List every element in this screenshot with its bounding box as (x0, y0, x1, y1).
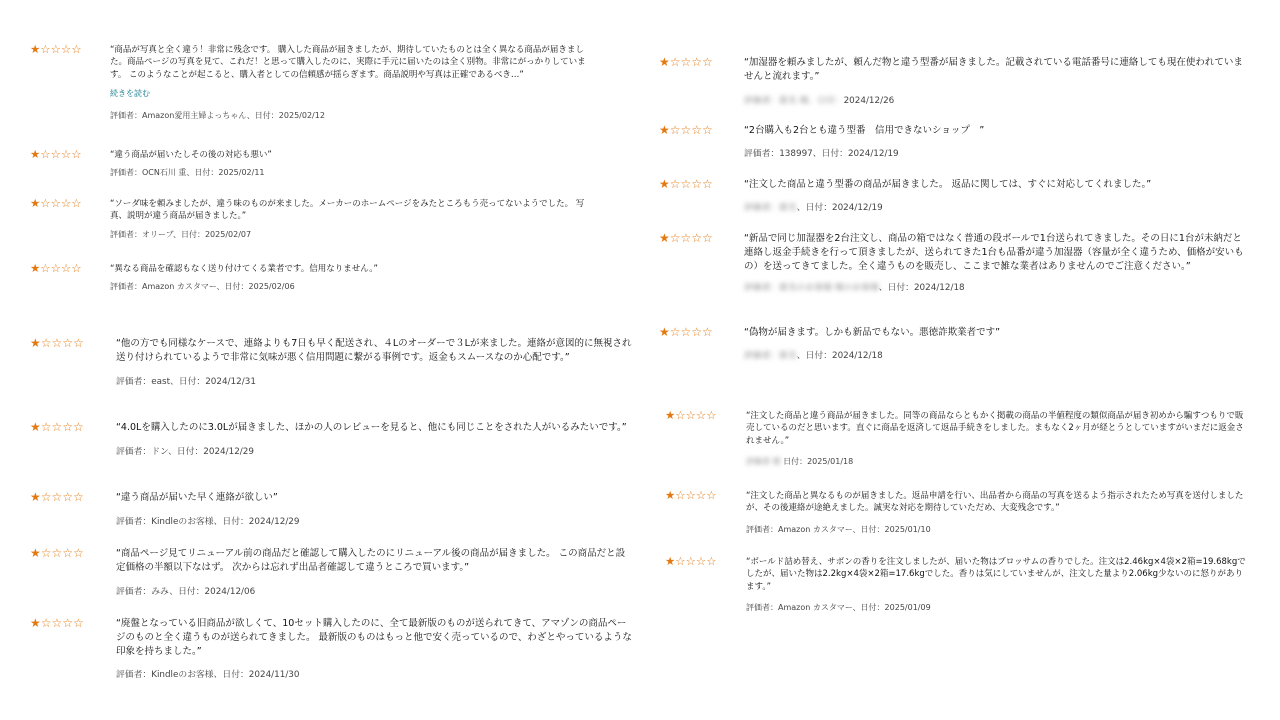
review-meta: 評価者：みみ、日付：2024/12/06 (116, 586, 256, 597)
reviewer-name-redacted: 評価者：匿名 (744, 350, 797, 361)
review-meta (744, 348, 1249, 361)
review-meta: 評価者：Amazon カスタマー、日付：2025/01/10 (746, 524, 931, 534)
review-meta: 評価者：Kindleのお客様、日付：2024/11/30 (116, 670, 300, 681)
review-date: 、日付：2024/12/18 (796, 350, 883, 361)
review-text: “加湿器を頼みましたが、頼んだ物と違う型番が届きました。記載されている電話番号に連絡しても現在使われていませんと流れます。” (744, 57, 1243, 82)
review-meta: 評価者：ドン、日付：2024/12/29 (116, 446, 254, 457)
review-text: “新品で同じ加湿器を2台注文し、商品の箱ではなく普通の段ボールで1台送られてきました。その日に1台が未納だと連絡し返金手続きを行って頂きましたが、送られてきた1台も品番が違う加湿器（容量が全く違うため、価格が安いもの）を送ってきてました。全く違うものを販売し、ここまで雑な業者はありませんのでご注意ください。” (744, 233, 1244, 272)
reviewer-name-redacted: 評価者 様 (746, 456, 781, 466)
reviewer-name-redacted: 評価者：匿名のお客様 様のお客様 (744, 283, 879, 294)
review-text: “注文した商品と異なるものが届きました。返品申請を行い、出品者から商品の写真を送るよう指示されたため写真を送付しましたが、その後連絡が途絶えました。誠実な対応を期待していただめ、大変残念です。” (746, 491, 1244, 514)
review-meta (746, 456, 1251, 467)
star-rating: ★☆☆☆☆ (30, 147, 82, 161)
star-rating: ★☆☆☆☆ (659, 177, 713, 191)
review-text: “異なる商品を確認もなく送り付けてくる業者です。信用なりません。” (110, 264, 378, 274)
review-text: “違う商品が届いた早く連絡が欲しい” (116, 492, 278, 503)
star-rating: ★☆☆☆☆ (30, 42, 82, 56)
review-meta: 評価者：Kindleのお客様、日付：2024/12/29 (116, 516, 300, 527)
star-rating: ★☆☆☆☆ (30, 546, 84, 560)
star-rating: ★☆☆☆☆ (30, 490, 84, 504)
review-text: “ソーダ味を頼みましたが、違う味のものが来ました。メーカーのホームページをみたところもう売ってないようでした。 写真、説明が違う商品が届きました。” (110, 199, 585, 222)
review-date: 2024/12/26 (843, 95, 895, 106)
review-text: “偽物が届きます。しかも新品でもない。悪徳詐欺業者です” (744, 327, 1001, 338)
review-text: “商品が写真と全く違う！非常に残念です。 購入した商品が届きましたが、期待していたものとは全く異なる商品が届きました。商品ページの写真を見て、これだ！と思って購入したのに、実際に手元に届いたのは全く別物。非常にがっかりしています。 このようなことが起こると、購入者としての信頼感が揺らぎます。商品説明や写真は正確であるべき…” (110, 45, 586, 80)
review-text: “他の方でも同様なケースで、連絡よりも7日も早く配送され、４Lのオーダーで３Lが来ました。連絡が意図的に無視され送り付けられているようで非常に気味が悪く信用問題に繋がる事例です。返金もスムースなのか心配です。” (116, 338, 632, 363)
review-meta: 評価者：east、日付：2024/12/31 (116, 376, 256, 387)
star-rating: ★☆☆☆☆ (659, 325, 713, 339)
review-text: “違う商品が届いたしその後の対応も悪い” (110, 150, 272, 160)
review-text: “2台購入も2台とも違う型番 信用できないショップ ” (744, 125, 985, 136)
review-meta: 評価者：Amazon愛用主婦よっちゃん、日付：2025/02/12 (110, 110, 325, 120)
read-more-link[interactable]: 続きを読む (110, 88, 150, 98)
review-meta: 評価者：オリーブ、日付：2025/02/07 (110, 229, 252, 239)
review-text: “商品ページ見てリニューアル前の商品だと確認して購入したのにリニューアル後の商品が届きました。 この商品だと設定価格の半額以下なはず。 次からは忘れず出品者確認して違うところで買います。” (116, 548, 626, 573)
review-meta: 評価者：Amazon カスタマー、日付：2025/01/09 (746, 602, 931, 612)
review-date: 、日付：2024/12/18 (878, 283, 965, 294)
star-rating: ★☆☆☆☆ (30, 196, 82, 210)
review-text: “廃盤となっている旧商品が欲しくて、10セット購入したのに、全て最新版のものが送られてきて、アマゾンの商品ページのものと全く違うものが送られてきました。 最新版のものはもっと他で安く売っているので、わざとやっているような印象を持ちました。” (116, 618, 632, 657)
review-text: “注文した商品と違う型番の商品が届きました。 返品に関しては、すぐに対応してくれました。” (744, 179, 1152, 190)
star-rating: ★☆☆☆☆ (665, 488, 717, 502)
review-meta (744, 280, 1249, 293)
review-meta: 評価者：Amazon カスタマー、日付：2025/02/06 (110, 282, 295, 292)
review-text: “4.0Lを購入したのに3.0Lが届きました、ほかの人のレビューを見ると、他にも同じことをされた人がいるみたいです。” (116, 422, 627, 433)
star-rating: ★☆☆☆☆ (665, 554, 717, 568)
reviewer-name-redacted: 評価者：匿名 (744, 202, 797, 213)
review-meta (744, 200, 1249, 213)
star-rating: ★☆☆☆☆ (659, 55, 713, 69)
review-text: “ボールド詰め替え、サボンの香りを注文しましたが、届いた物はブロッサムの香りでした。注文は2.46kg×4袋×2箱=19.68kgでしたが、届いた物は2.2kg×4袋×2箱=17.6kgでした。香りは気にしていませんが、注文した量より2.06kg少ないのに怒りがあります。” (746, 557, 1246, 592)
review-date: 日付：2025/01/18 (783, 456, 854, 466)
review-date: 、日付：2024/12/19 (796, 202, 883, 213)
review-meta: 評価者：138997、日付：2024/12/19 (744, 148, 899, 159)
review-meta (744, 93, 1249, 106)
star-rating: ★☆☆☆☆ (30, 336, 84, 350)
star-rating: ★☆☆☆☆ (30, 261, 82, 275)
review-text: “注文した商品と違う商品が届きました。同等の商品ならともかく掲載の商品の半値程度の類似商品が届き初めから騙すつもりで販売しているのだと思います。直ぐに商品を返済して返品手続きをしました。まもなく2ヶ月が経とうとしていますがいまだに返金されません。” (746, 411, 1244, 446)
star-rating: ★☆☆☆☆ (30, 616, 84, 630)
star-rating: ★☆☆☆☆ (659, 123, 713, 137)
star-rating: ★☆☆☆☆ (30, 420, 84, 434)
star-rating: ★☆☆☆☆ (659, 231, 713, 245)
star-rating: ★☆☆☆☆ (665, 408, 717, 422)
reviewer-name-redacted: 評価者：匿名 様、日付： (744, 95, 844, 106)
review-meta: 評価者：OCN石川 重、日付：2025/02/11 (110, 168, 265, 178)
